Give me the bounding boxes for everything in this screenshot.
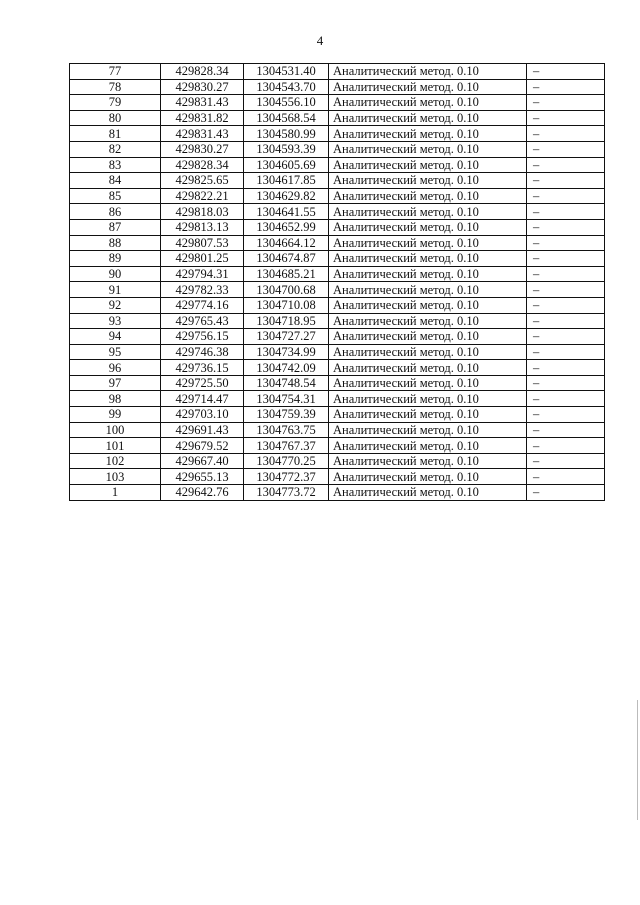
point-number-cell: 82	[70, 141, 161, 157]
note-cell: –	[527, 297, 605, 313]
method-cell: Аналитический метод. 0.10	[329, 110, 527, 126]
y-coordinate-cell: 1304605.69	[244, 157, 329, 173]
method-cell: Аналитический метод. 0.10	[329, 297, 527, 313]
y-coordinate-cell: 1304767.37	[244, 438, 329, 454]
point-number-cell: 89	[70, 251, 161, 267]
y-coordinate-cell: 1304568.54	[244, 110, 329, 126]
y-coordinate-cell: 1304543.70	[244, 79, 329, 95]
table-row	[70, 126, 605, 142]
method-cell: Аналитический метод. 0.10	[329, 157, 527, 173]
method-cell: Аналитический метод. 0.10	[329, 95, 527, 111]
point-number-cell: 93	[70, 313, 161, 329]
point-number-cell: 1	[70, 485, 161, 501]
x-coordinate-cell: 429801.25	[161, 251, 244, 267]
x-coordinate-cell: 429756.15	[161, 329, 244, 345]
point-number-cell: 102	[70, 453, 161, 469]
method-cell: Аналитический метод. 0.10	[329, 251, 527, 267]
note-cell: –	[527, 360, 605, 376]
x-coordinate-cell: 429828.34	[161, 64, 244, 80]
table-row	[70, 219, 605, 235]
note-cell: –	[527, 329, 605, 345]
table-row	[70, 329, 605, 345]
point-number-cell: 95	[70, 344, 161, 360]
note-cell: –	[527, 375, 605, 391]
method-cell: Аналитический метод. 0.10	[329, 391, 527, 407]
point-number-cell: 80	[70, 110, 161, 126]
note-cell: –	[527, 407, 605, 423]
y-coordinate-cell: 1304754.31	[244, 391, 329, 407]
point-number-cell: 99	[70, 407, 161, 423]
method-cell: Аналитический метод. 0.10	[329, 469, 527, 485]
method-cell: Аналитический метод. 0.10	[329, 407, 527, 423]
table-row	[70, 313, 605, 329]
method-cell: Аналитический метод. 0.10	[329, 453, 527, 469]
table-row	[70, 297, 605, 313]
x-coordinate-cell: 429782.33	[161, 282, 244, 298]
note-cell: –	[527, 438, 605, 454]
table-row	[70, 251, 605, 267]
y-coordinate-cell: 1304674.87	[244, 251, 329, 267]
x-coordinate-cell: 429830.27	[161, 141, 244, 157]
table-row	[70, 64, 605, 80]
point-number-cell: 92	[70, 297, 161, 313]
method-cell: Аналитический метод. 0.10	[329, 64, 527, 80]
point-number-cell: 86	[70, 204, 161, 220]
note-cell: –	[527, 453, 605, 469]
point-number-cell: 84	[70, 173, 161, 189]
method-cell: Аналитический метод. 0.10	[329, 282, 527, 298]
note-cell: –	[527, 79, 605, 95]
point-number-cell: 79	[70, 95, 161, 111]
method-cell: Аналитический метод. 0.10	[329, 126, 527, 142]
method-cell: Аналитический метод. 0.10	[329, 485, 527, 501]
coordinates-table-body	[70, 64, 605, 501]
point-number-cell: 85	[70, 188, 161, 204]
method-cell: Аналитический метод. 0.10	[329, 329, 527, 345]
y-coordinate-cell: 1304773.72	[244, 485, 329, 501]
method-cell: Аналитический метод. 0.10	[329, 344, 527, 360]
method-cell: Аналитический метод. 0.10	[329, 360, 527, 376]
y-coordinate-cell: 1304531.40	[244, 64, 329, 80]
y-coordinate-cell: 1304763.75	[244, 422, 329, 438]
point-number-cell: 96	[70, 360, 161, 376]
scan-edge-mark	[637, 700, 638, 820]
x-coordinate-cell: 429642.76	[161, 485, 244, 501]
table-row	[70, 95, 605, 111]
point-number-cell: 97	[70, 375, 161, 391]
table-row	[70, 110, 605, 126]
x-coordinate-cell: 429831.43	[161, 126, 244, 142]
note-cell: –	[527, 235, 605, 251]
y-coordinate-cell: 1304770.25	[244, 453, 329, 469]
note-cell: –	[527, 251, 605, 267]
point-number-cell: 88	[70, 235, 161, 251]
point-number-cell: 103	[70, 469, 161, 485]
note-cell: –	[527, 391, 605, 407]
note-cell: –	[527, 266, 605, 282]
method-cell: Аналитический метод. 0.10	[329, 79, 527, 95]
point-number-cell: 87	[70, 219, 161, 235]
table-row	[70, 282, 605, 298]
y-coordinate-cell: 1304664.12	[244, 235, 329, 251]
table-row	[70, 188, 605, 204]
point-number-cell: 78	[70, 79, 161, 95]
note-cell: –	[527, 141, 605, 157]
table-row	[70, 407, 605, 423]
x-coordinate-cell: 429830.27	[161, 79, 244, 95]
x-coordinate-cell: 429703.10	[161, 407, 244, 423]
point-number-cell: 91	[70, 282, 161, 298]
y-coordinate-cell: 1304629.82	[244, 188, 329, 204]
note-cell: –	[527, 95, 605, 111]
note-cell: –	[527, 469, 605, 485]
y-coordinate-cell: 1304556.10	[244, 95, 329, 111]
x-coordinate-cell: 429794.31	[161, 266, 244, 282]
note-cell: –	[527, 188, 605, 204]
point-number-cell: 77	[70, 64, 161, 80]
table-row	[70, 266, 605, 282]
table-row	[70, 141, 605, 157]
y-coordinate-cell: 1304617.85	[244, 173, 329, 189]
note-cell: –	[527, 282, 605, 298]
table-row	[70, 453, 605, 469]
table-row	[70, 204, 605, 220]
y-coordinate-cell: 1304652.99	[244, 219, 329, 235]
table-row	[70, 422, 605, 438]
note-cell: –	[527, 344, 605, 360]
table-row	[70, 391, 605, 407]
y-coordinate-cell: 1304700.68	[244, 282, 329, 298]
note-cell: –	[527, 219, 605, 235]
y-coordinate-cell: 1304593.39	[244, 141, 329, 157]
method-cell: Аналитический метод. 0.10	[329, 141, 527, 157]
table-row	[70, 235, 605, 251]
x-coordinate-cell: 429655.13	[161, 469, 244, 485]
x-coordinate-cell: 429828.34	[161, 157, 244, 173]
method-cell: Аналитический метод. 0.10	[329, 422, 527, 438]
point-number-cell: 94	[70, 329, 161, 345]
point-number-cell: 98	[70, 391, 161, 407]
note-cell: –	[527, 313, 605, 329]
coordinates-table	[69, 63, 605, 501]
note-cell: –	[527, 422, 605, 438]
x-coordinate-cell: 429825.65	[161, 173, 244, 189]
x-coordinate-cell: 429736.15	[161, 360, 244, 376]
method-cell: Аналитический метод. 0.10	[329, 204, 527, 220]
y-coordinate-cell: 1304772.37	[244, 469, 329, 485]
table-row	[70, 173, 605, 189]
x-coordinate-cell: 429667.40	[161, 453, 244, 469]
table-row	[70, 79, 605, 95]
x-coordinate-cell: 429679.52	[161, 438, 244, 454]
method-cell: Аналитический метод. 0.10	[329, 375, 527, 391]
x-coordinate-cell: 429691.43	[161, 422, 244, 438]
y-coordinate-cell: 1304718.95	[244, 313, 329, 329]
table-row	[70, 375, 605, 391]
note-cell: –	[527, 157, 605, 173]
point-number-cell: 90	[70, 266, 161, 282]
x-coordinate-cell: 429822.21	[161, 188, 244, 204]
x-coordinate-cell: 429774.16	[161, 297, 244, 313]
note-cell: –	[527, 64, 605, 80]
y-coordinate-cell: 1304641.55	[244, 204, 329, 220]
point-number-cell: 81	[70, 126, 161, 142]
y-coordinate-cell: 1304742.09	[244, 360, 329, 376]
method-cell: Аналитический метод. 0.10	[329, 173, 527, 189]
table-row	[70, 469, 605, 485]
table-row	[70, 344, 605, 360]
x-coordinate-cell: 429765.43	[161, 313, 244, 329]
x-coordinate-cell: 429813.13	[161, 219, 244, 235]
x-coordinate-cell: 429746.38	[161, 344, 244, 360]
table-row	[70, 438, 605, 454]
x-coordinate-cell: 429725.50	[161, 375, 244, 391]
y-coordinate-cell: 1304580.99	[244, 126, 329, 142]
method-cell: Аналитический метод. 0.10	[329, 438, 527, 454]
table-row	[70, 157, 605, 173]
y-coordinate-cell: 1304748.54	[244, 375, 329, 391]
y-coordinate-cell: 1304685.21	[244, 266, 329, 282]
y-coordinate-cell: 1304710.08	[244, 297, 329, 313]
page-number: 4	[316, 33, 324, 48]
method-cell: Аналитический метод. 0.10	[329, 266, 527, 282]
note-cell: –	[527, 110, 605, 126]
x-coordinate-cell: 429831.82	[161, 110, 244, 126]
point-number-cell: 100	[70, 422, 161, 438]
note-cell: –	[527, 204, 605, 220]
y-coordinate-cell: 1304727.27	[244, 329, 329, 345]
y-coordinate-cell: 1304759.39	[244, 407, 329, 423]
x-coordinate-cell: 429807.53	[161, 235, 244, 251]
method-cell: Аналитический метод. 0.10	[329, 235, 527, 251]
note-cell: –	[527, 126, 605, 142]
method-cell: Аналитический метод. 0.10	[329, 313, 527, 329]
method-cell: Аналитический метод. 0.10	[329, 188, 527, 204]
table-row	[70, 360, 605, 376]
point-number-cell: 83	[70, 157, 161, 173]
table-row	[70, 485, 605, 501]
method-cell: Аналитический метод. 0.10	[329, 219, 527, 235]
note-cell: –	[527, 485, 605, 501]
x-coordinate-cell: 429818.03	[161, 204, 244, 220]
note-cell: –	[527, 173, 605, 189]
y-coordinate-cell: 1304734.99	[244, 344, 329, 360]
x-coordinate-cell: 429831.43	[161, 95, 244, 111]
x-coordinate-cell: 429714.47	[161, 391, 244, 407]
point-number-cell: 101	[70, 438, 161, 454]
